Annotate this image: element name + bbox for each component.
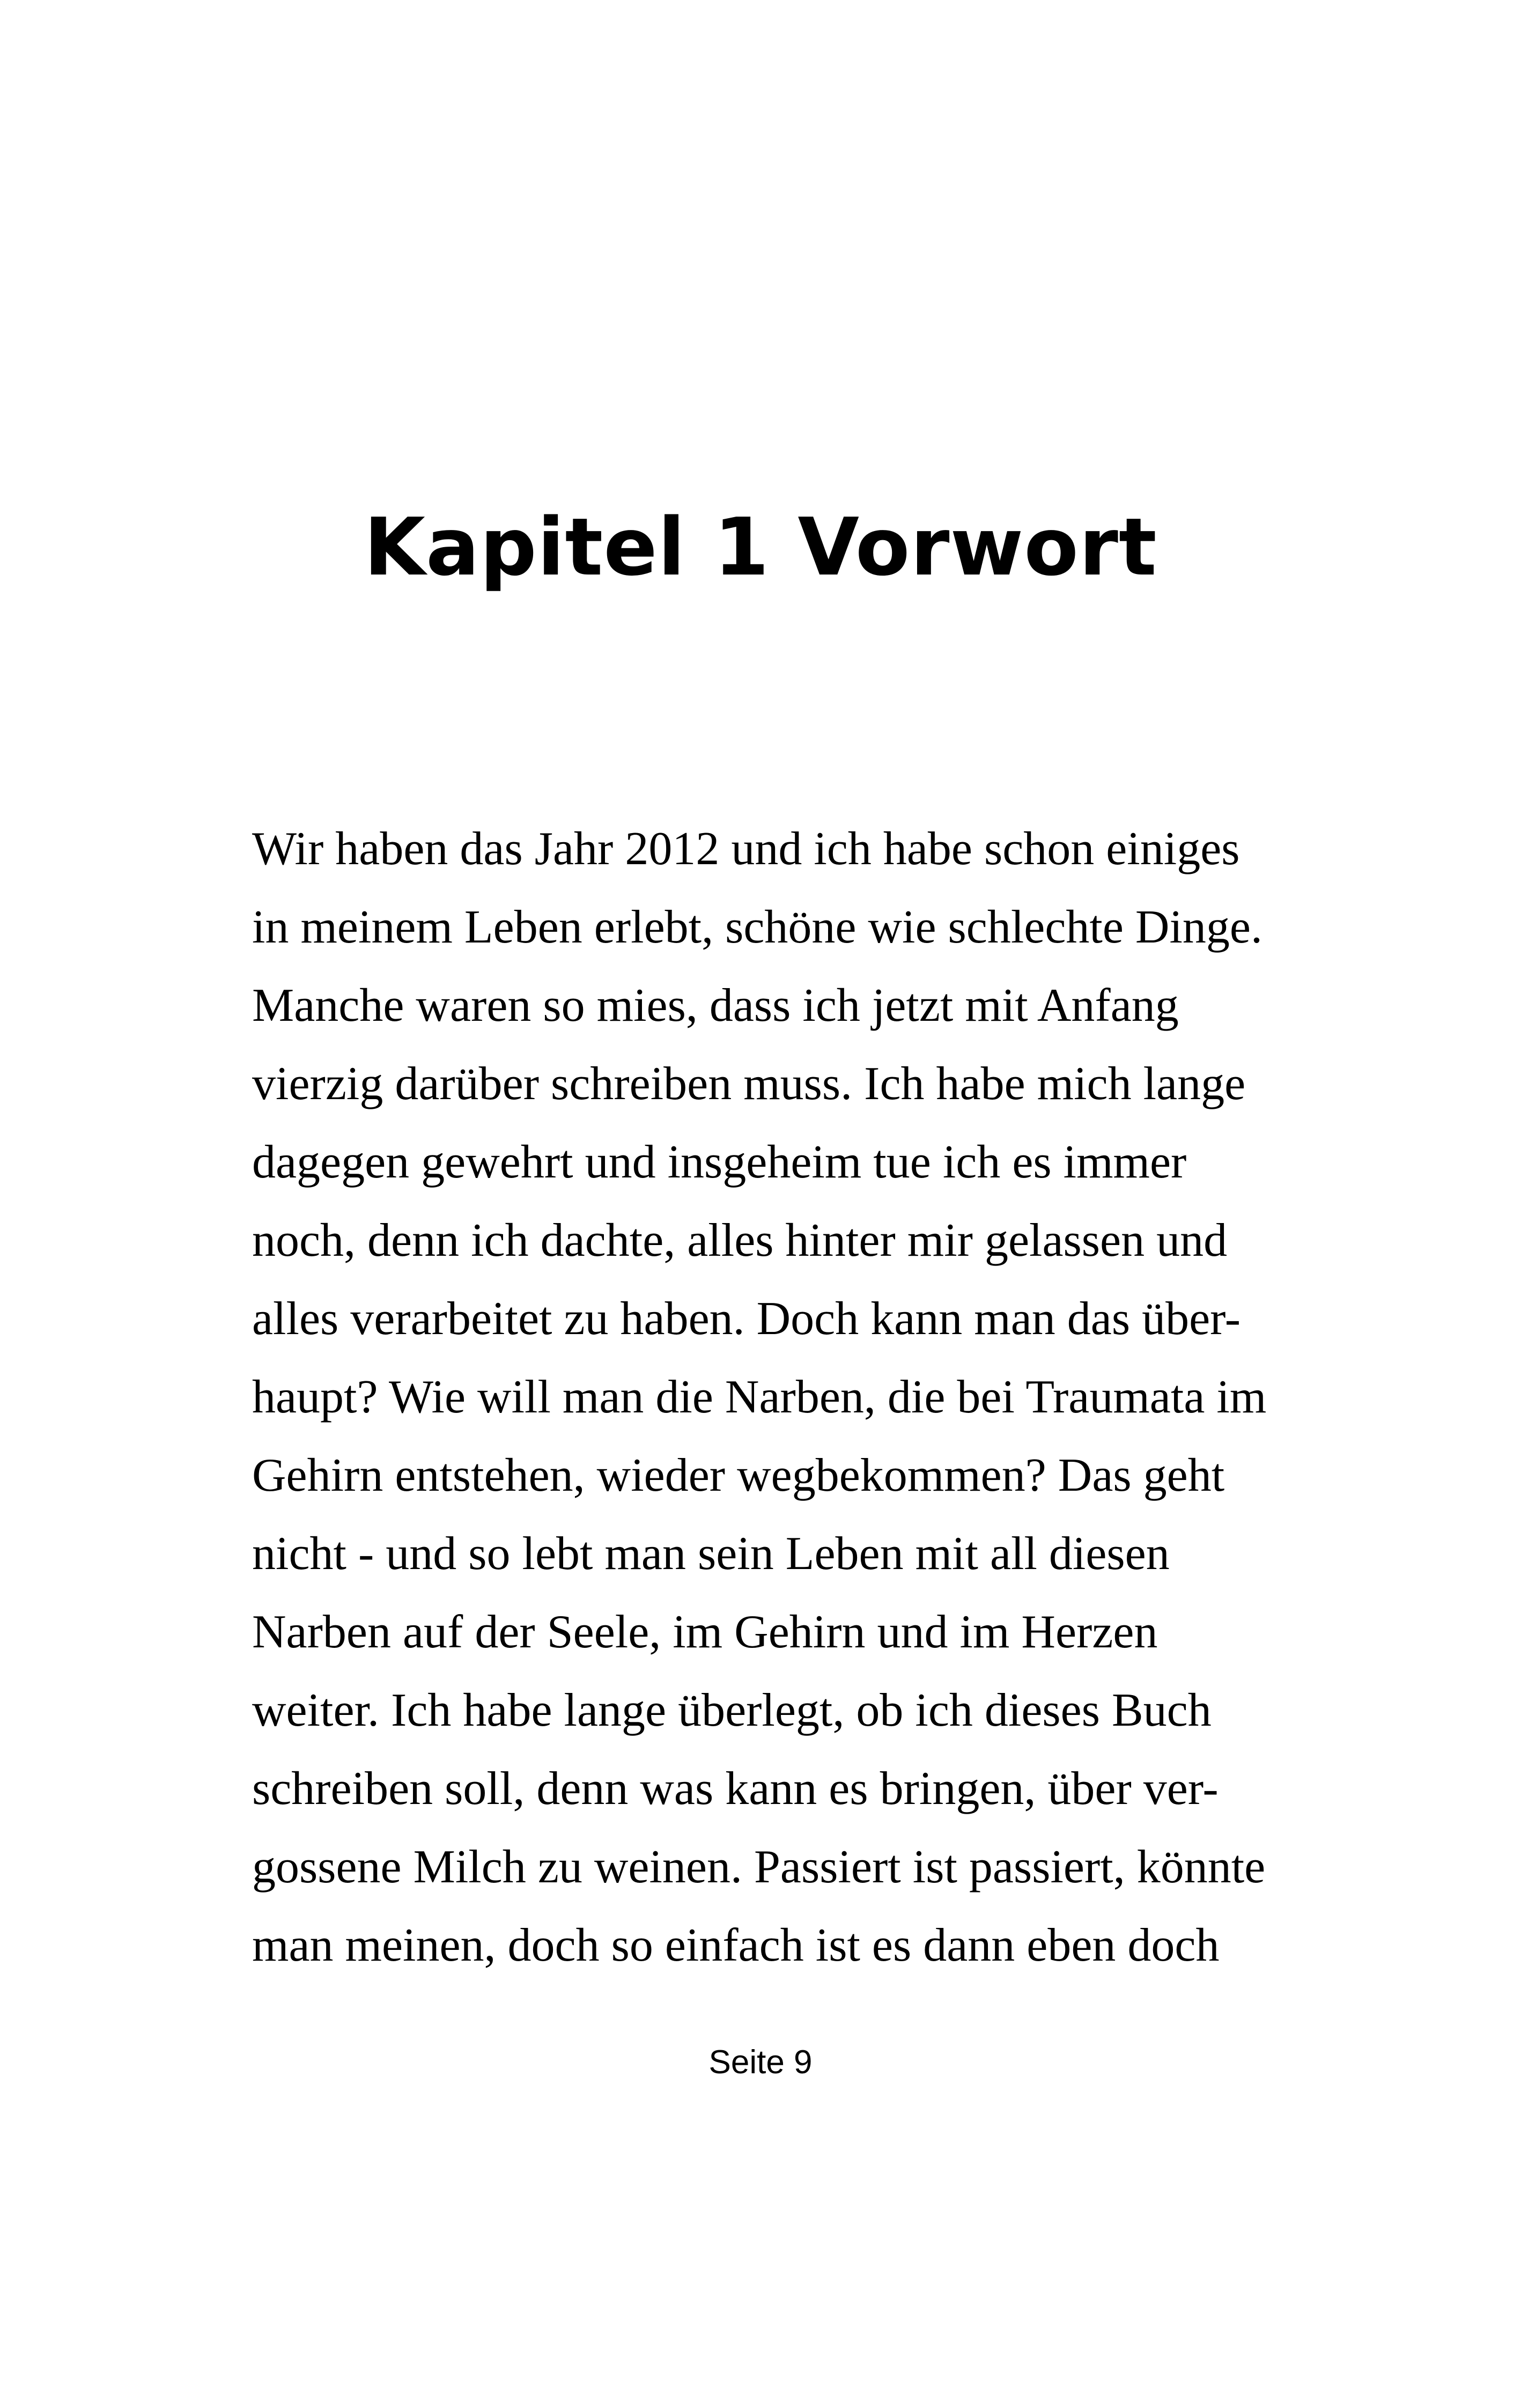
text-line: Gehirn entstehen, wieder wegbekommen? Das geht bbox=[252, 1449, 1225, 1501]
text-line: Wir haben das Jahr 2012 und ich habe schon einiges bbox=[252, 823, 1240, 875]
text-line: weiter. Ich habe lange überlegt, ob ich dieses Buch bbox=[252, 1684, 1212, 1736]
text-line: schreiben soll, denn was kann es bringen, über ver- bbox=[252, 1763, 1219, 1815]
chapter-title: Kapitel 1 Vorwort bbox=[364, 501, 1157, 593]
text-line: alles verarbeitet zu haben. Doch kann man das über- bbox=[252, 1293, 1241, 1345]
text-line: noch, denn ich dachte, alles hinter mir gelassen und bbox=[252, 1214, 1228, 1266]
text-line: Narben auf der Seele, im Gehirn und im Herzen bbox=[252, 1606, 1158, 1658]
text-line: vierzig darüber schreiben muss. Ich habe mich lange bbox=[252, 1058, 1246, 1110]
text-line: in meinem Leben erlebt, schöne wie schlechte Dinge. bbox=[252, 901, 1262, 953]
text-line: haupt? Wie will man die Narben, die bei Traumata im bbox=[252, 1371, 1267, 1423]
body-paragraph bbox=[252, 810, 1325, 1985]
text-line: gossene Milch zu weinen. Passiert ist passiert, könnte bbox=[252, 1841, 1266, 1893]
text-line: Manche waren so mies, dass ich jetzt mit Anfang bbox=[252, 980, 1179, 1032]
text-line: nicht - und so lebt man sein Leben mit all diesen bbox=[252, 1528, 1170, 1580]
page-number: Seite 9 bbox=[708, 2044, 813, 2081]
text-line: dagegen gewehrt und insgeheim tue ich es immer bbox=[252, 1136, 1187, 1188]
text-line: man meinen, doch so einfach ist es dann eben doch bbox=[252, 1919, 1220, 1971]
